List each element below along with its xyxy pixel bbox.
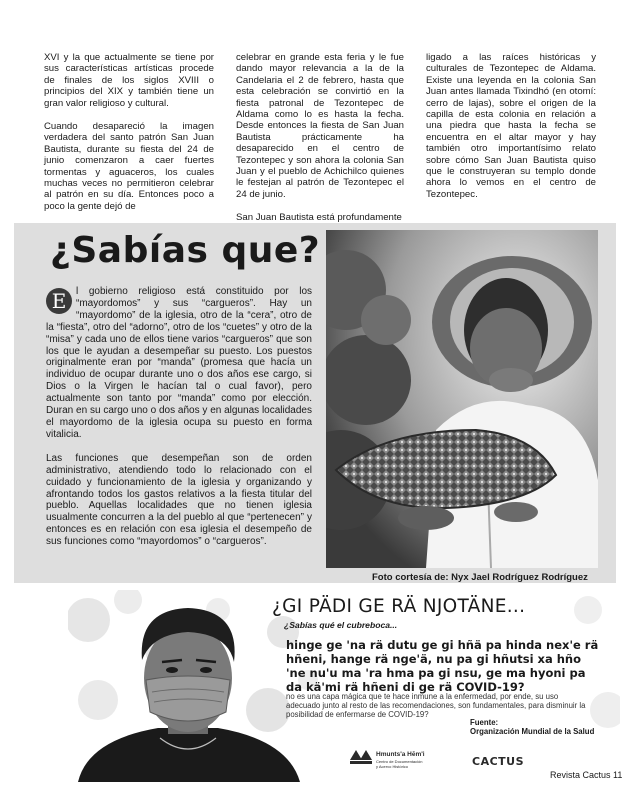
article-column-3 [426, 52, 596, 212]
hmunts-logo-line2: y Acervo Histórico [376, 764, 409, 769]
sabias-paragraph-1 [46, 286, 312, 441]
article-paragraph: Cuando desapareció la imagen verdadera del santo patrón San Juan Bautista, durante su fiesta del 24 de junio comenzaron a caer fuertes tormentas y aguaceros, los cuales muchas veces no permitieron celebrar al patrón en su día. Entonces poco a poco la gente dejó de [44, 121, 214, 212]
page-number: 11 [613, 770, 623, 780]
photo-credit: Foto cortesía de: Nyx Jael Rodríguez Rodríguez [372, 572, 588, 583]
article-paragraph: San Juan Bautista está profundamente [236, 212, 402, 224]
sabias-paragraph-1-text: l gobierno religioso está constituido por los “mayordomos” y sus “cargueros”. Hay un “mayordomo” de la iglesia, otro de la “cera”, otro de la “fiesta”, otro del “adorno”, otro de los “cuetes” y otro de la “misa” y cada uno de ellos tiene varios “cargueros” que son los que le ayudan a desempeñar su puesto. Los puestos originalmente eran por “manda” (promesa que hacía un individuo de ocupar durante uno o dos años ese cargo, si Dios o la Virgen le hacían tal o cual favor), pero actualmente son tanto por “manda” como por elección. Duran en su cargo uno o dos años y en algunas localidades el mayordomo de la iglesia ocupa su puesto en forma vitalicia. [46, 286, 312, 440]
sabias-title: ¿Sabías que? [50, 230, 321, 271]
sabias-paragraph-2: Las funciones que desempeñan son de orden administrativo, atendiendo todo lo relacionado con el cuidado y funcionamiento de la iglesia y organizando y afrontando todos los gastos relativos a la fiesta titular del pueblo. Aquellas localidades que no tienen iglesia usualmente concurren a la del pueblo al que “pertenecen” y entonces es en relación con esa iglesia el desempeño de sus funciones como “mayordomos” o “cargueros”. [46, 452, 312, 548]
covid-title: ¿GI PÄDI GE RÄ NJOTÄNE... [272, 596, 526, 617]
article-paragraph: XVI y la que actualmente se tiene por sus características artísticas procede de finales de los siglos XVIII o principios del XIX y también tiene un gran valor religioso y cultural. [44, 52, 214, 109]
footer-label: Revista Cactus [550, 770, 611, 780]
source-label: Fuente: [470, 718, 499, 727]
source-value: Organización Mundial de la Salud [470, 727, 595, 736]
spanish-answer: no es una capa mágica que te hace inmune a la enfermedad, por ende, su uso adecuado junto al resto de las recomendaciones, son fundamentales, para disminuir la posibilidad de enfermarse de COVID-19? [286, 692, 586, 720]
masked-person-photo [68, 600, 308, 782]
hmunts-logo-name: Hmunts'a Hēm'i [376, 751, 425, 758]
sabias-body [46, 286, 312, 560]
covid-subtitle: ¿Sabías qué el cubreboca... [284, 620, 398, 630]
article-paragraph: ligado a las raíces históricas y culturales de Tezontepec de Aldama. Existe una leyenda en la colonia San Juan antes llamada Tixindhó (en otomí: cerro de lajas), sobre el origen de la capilla de esta colonia en relación a una piedra que hasta la fecha se encuentra en el altar mayor y hay también otro importantísimo relato sobre cómo San Juan Bautista quiso que le construyeran su templo donde ahora lo vemos en el centro de Tezontepec. [426, 52, 596, 200]
hnahnu-question: hinge ge 'na rä dutu ge gi hñä pa hinda nex'e rä hñeni, hange rä nge'ä, nu pa gi hñutsi xa hño 'ne nu'u ma 'ra hma pa gi nsu, ge ma hyoni pa da kä'mi rä hñeni di ge rä COVID-19? [286, 638, 599, 694]
cactus-logo-text: CACTUS [472, 755, 525, 768]
article-paragraph: celebrar en grande esta feria y le fue dando mayor relevancia a la de la Candelaria el 2 de febrero, hasta que esta celebración se convirtió en la fiesta patronal de Tezontepec de Aldama como lo es hasta la fecha. Desde entonces la fiesta de San Juan Bautista prácticamente ha desaparecido en el centro de Tezontepec y son ahora la colonia San Juan y el pueblo de Achichilco quienes le festejan al patrón de Tezontepec el 24 de junio. [236, 52, 404, 200]
dropcap: E [46, 288, 72, 314]
hmunts-logo-line1: Centro de Documentación [376, 759, 423, 764]
article-column-1 [44, 52, 214, 224]
hmunts-logo [346, 746, 426, 776]
page-footer [550, 770, 622, 780]
cactus-logo [470, 753, 530, 769]
article-column-2 [236, 52, 404, 236]
mayordomo-photo [326, 230, 598, 568]
